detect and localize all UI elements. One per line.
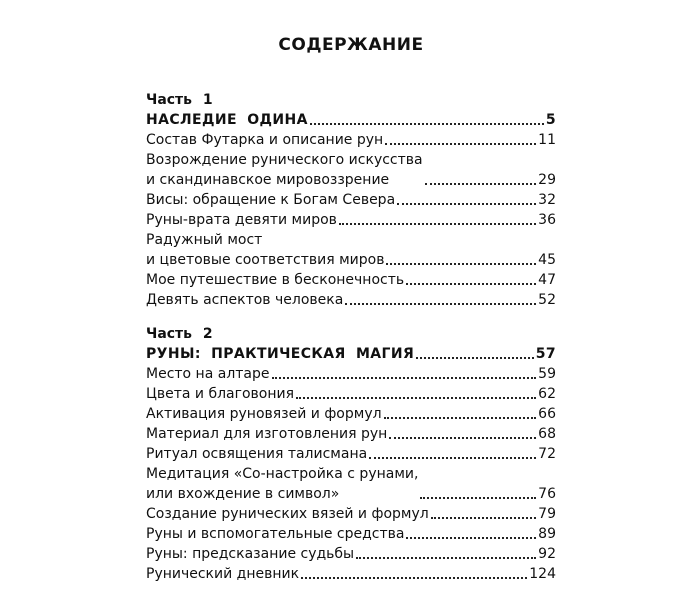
toc-entry-part-heading (146, 110, 556, 130)
dot-leader (420, 497, 536, 499)
toc-entry (146, 290, 556, 310)
toc-entry-page: 79 (538, 506, 556, 522)
toc-entry (146, 270, 556, 290)
toc-entry (146, 444, 556, 464)
toc-entry-title: Состав Футарка и описание рун (146, 132, 384, 148)
toc-entry-title-line-2: и скандинавское мировоззрение (146, 172, 390, 188)
toc-entry-page: 52 (538, 292, 556, 308)
dot-leader (416, 357, 534, 359)
toc-entry (146, 524, 556, 544)
toc-entry-title: Материал для изготовления рун (146, 426, 388, 442)
toc-entry-page: 45 (538, 252, 556, 268)
toc-entry (146, 130, 556, 150)
toc-entry-part-heading (146, 344, 556, 364)
dot-leader (296, 397, 536, 399)
toc-title: СОДЕРЖАНИЕ (278, 35, 424, 55)
toc-entry-page: 47 (538, 272, 556, 288)
toc-entry-page: 66 (538, 406, 556, 422)
toc-part-2 (146, 324, 556, 584)
toc-entry-title (146, 464, 418, 504)
toc-entry-page: 32 (538, 192, 556, 208)
toc-part-1 (146, 90, 556, 310)
toc-entry-title: Цвета и благовония (146, 386, 295, 402)
toc-entry-title: Ритуал освящения талисмана (146, 446, 368, 462)
toc-entry-title: Рунический дневник (146, 566, 300, 582)
dot-leader (385, 143, 536, 145)
dot-leader (406, 537, 536, 539)
toc-entry-title: Активация руновязей и формул (146, 406, 382, 422)
toc-entry-title: Висы: обращение к Богам Севера (146, 192, 396, 208)
toc-entry (146, 464, 556, 504)
dot-leader (384, 417, 537, 419)
toc-entry-page: 57 (535, 346, 556, 362)
dot-leader (406, 283, 536, 285)
toc-entry-title: Место на алтаре (146, 366, 270, 382)
dot-leader (272, 377, 537, 379)
dot-leader (310, 123, 544, 125)
toc-entry-title: Мое путешествие в бесконечность (146, 272, 405, 288)
toc-entry-page: 62 (538, 386, 556, 402)
toc-entry-title: Руны и вспомогательные средства (146, 526, 405, 542)
dot-leader (389, 437, 536, 439)
toc-entry-title-line-1: Возрождение рунического искусства (146, 152, 423, 168)
toc-entry-page: 89 (538, 526, 556, 542)
toc-entry-title: РУНЫ: ПРАКТИЧЕСКАЯ МАГИЯ (146, 346, 415, 362)
toc-entry-page: 36 (538, 212, 556, 228)
dot-leader (425, 183, 537, 185)
toc-entry (146, 190, 556, 210)
toc-entry (146, 384, 556, 404)
toc-entry (146, 150, 556, 190)
toc-entry-page: 92 (538, 546, 556, 562)
toc-entry (146, 544, 556, 564)
dot-leader (386, 263, 536, 265)
toc-entry-title: Девять аспектов человека (146, 292, 344, 308)
toc-entry-page: 5 (545, 112, 556, 128)
toc-entry-title-line-2: или вхождение в символ» (146, 486, 340, 502)
toc-entry-page: 76 (538, 486, 556, 502)
part-label: Часть 2 (146, 326, 213, 342)
toc-entry (146, 404, 556, 424)
dot-leader (301, 577, 527, 579)
toc-entry-title: НАСЛЕДИЕ ОДИНА (146, 112, 308, 128)
toc-entry-page: 59 (538, 366, 556, 382)
dot-leader (369, 457, 536, 459)
toc-entry-title-line-1: Радужный мост (146, 232, 263, 248)
dot-leader (397, 203, 536, 205)
toc-entry-page: 68 (538, 426, 556, 442)
toc-entry-page: 124 (529, 566, 556, 582)
dot-leader (431, 517, 536, 519)
toc-entry-title-line-2: и цветовые соответствия миров (146, 252, 385, 268)
toc-entry-title (146, 150, 423, 190)
toc-entry-page: 11 (538, 132, 556, 148)
toc-entry-page: 29 (538, 172, 556, 188)
dot-leader (356, 557, 536, 559)
toc-entry (146, 210, 556, 230)
toc-entry (146, 504, 556, 524)
toc-entry-title: Руны: предсказание судьбы (146, 546, 355, 562)
toc-entry (146, 564, 556, 584)
toc-entry (146, 424, 556, 444)
toc-entry-title (146, 230, 384, 270)
toc-entry-title: Руны-врата девяти миров (146, 212, 337, 228)
dot-leader (339, 223, 536, 225)
part-label: Часть 1 (146, 92, 213, 108)
toc-entry (146, 364, 556, 384)
toc-entry-title-line-1: Медитация «Со-настройка с рунами, (146, 466, 419, 482)
toc-entry (146, 230, 556, 270)
toc-entry-page: 72 (538, 446, 556, 462)
dot-leader (345, 303, 536, 305)
toc-entry-title: Создание рунических вязей и формул (146, 506, 429, 522)
